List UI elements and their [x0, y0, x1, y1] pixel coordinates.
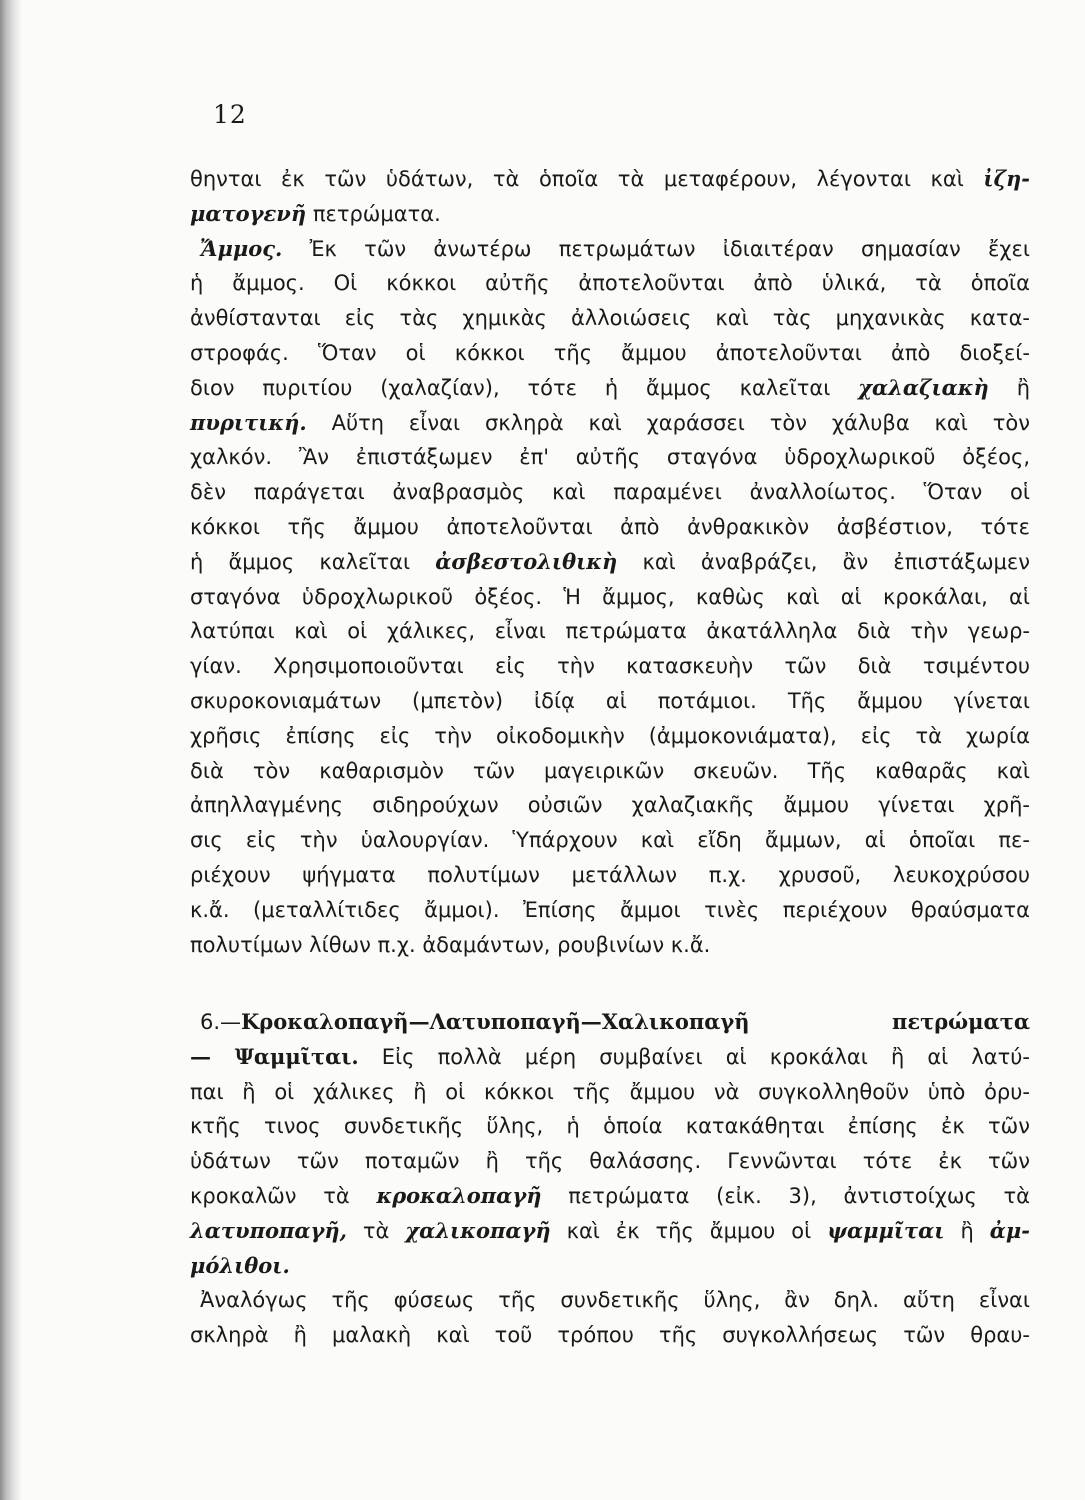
paragraph-block-sand: [190, 162, 1030, 962]
text-line: κ.ἄ. (μεταλλίτιδες ἄμμοι). Ἐπίσης ἄμμοι τινὲς περιέχουν θραύσματα: [190, 897, 1030, 922]
text-line: παι ἢ οἱ χάλικες ἢ οἱ κόκκοι τῆς ἄμμου νὰ συγκολληθοῦν ὑπὸ ὀρυ-: [190, 1079, 1030, 1104]
text-line: ὑδάτων τῶν ποταμῶν ἢ τῆς θαλάσσης. Γεννῶνται τότε ἐκ τῶν: [190, 1149, 1030, 1174]
text-line: ἡ ἄμμος καλεῖται ἀσβεστολιθικὴ καὶ ἀναβράζει, ἂν ἐπιστάξωμεν: [190, 548, 1031, 574]
text-line: πυριτική. Αὕτη εἶναι σκληρὰ καὶ χαράσσει τὸν χάλυβα καὶ τὸν: [190, 409, 1030, 435]
text-line: διον πυριτίου (χαλαζίαν), τότε ἡ ἄμμος καλεῖται χαλαζιακὴ ἢ: [190, 374, 1030, 400]
text-line: χαλκόν. Ἂν ἐπιστάξωμεν ἐπ' αὐτῆς σταγόνα ὑδροχλωρικοῦ ὀξέος,: [190, 445, 1030, 470]
text-line: ἡ ἄμμος. Οἱ κόκκοι αὐτῆς ἀποτελοῦνται ἀπὸ ὑλικά, τὰ ὁποῖα: [190, 271, 1030, 296]
text-line: μόλιθοι.: [190, 1252, 290, 1278]
text-line: χρῆσις ἐπίσης εἰς τὴν οἰκοδομικὴν (ἀμμοκονιάματα), εἰς τὰ χωρία: [190, 723, 1030, 748]
section-heading: 6.—Κροκαλοπαγῆ—Λατυποπαγῆ—Χαλικοπαγῆ πετρώματα: [200, 1009, 1030, 1034]
text-line: ριέχουν ψήγματα πολυτίμων μετάλλων π.χ. χρυσοῦ, λευκοχρύσου: [190, 862, 1030, 887]
text-line: ἀπηλλαγμένης σιδηρούχων οὐσιῶν χαλαζιακῆς ἄμμου γίνεται χρῆ-: [190, 793, 1030, 818]
text-line: γίαν. Χρησιμοποιοῦνται εἰς τὴν κατασκευὴν τῶν διὰ τσιμέντου: [190, 654, 1030, 679]
text-line: θηνται ἐκ τῶν ὑδάτων, τὰ ὁποῖα τὰ μεταφέρουν, λέγονται καὶ ἰζη-: [190, 166, 1030, 191]
text-line: Ἀναλόγως τῆς φύσεως τῆς συνδετικῆς ὕλης, ἂν δηλ. αὕτη εἶναι: [200, 1288, 1030, 1313]
text-line: ἀνθίστανται εἰς τὰς χημικὰς ἀλλοιώσεις καὶ τὰς μηχανικὰς κατα-: [190, 306, 1030, 331]
text-line: λατυποπαγῆ, τὰ χαλικοπαγῆ καὶ ἐκ τῆς ἄμμου οἱ ψαμμῖται ἢ ἀμ-: [190, 1217, 1030, 1243]
text-line: — Ψαμμῖται. Εἰς πολλὰ μέρη συμβαίνει αἱ κροκάλαι ἢ αἱ λατύ-: [190, 1043, 1030, 1069]
text-line: κτῆς τινος συνδετικῆς ὕλης, ἡ ὁποία κατακάθηται ἐπίσης ἐκ τῶν: [190, 1114, 1030, 1139]
section-6-block: [190, 1005, 1030, 1353]
page-binding-edge: [0, 0, 22, 1500]
text-line: σις εἰς τὴν ὑαλουργίαν. Ὑπάρχουν καὶ εἴδη ἄμμων, αἱ ὁποῖαι πε-: [190, 828, 1030, 853]
text-line: σταγόνα ὑδροχλωρικοῦ ὀξέος. Ἡ ἄμμος, καθὼς καὶ αἱ κροκάλαι, αἱ: [190, 584, 1030, 609]
text-line: κροκαλῶν τὰ κροκαλοπαγῆ πετρώματα (εἰκ. 3), ἀντιστοίχως τὰ: [190, 1182, 1030, 1208]
text-line: σκληρὰ ἢ μαλακὴ καὶ τοῦ τρόπου τῆς συγκολλήσεως τῶν θραυ-: [190, 1323, 1030, 1348]
text-line: λατύπαι καὶ οἱ χάλικες, εἶναι πετρώματα ἀκατάλληλα διὰ τὴν γεωρ-: [190, 619, 1030, 644]
text-line: Ἄμμος. Ἐκ τῶν ἀνωτέρω πετρωμάτων ἰδιαιτέραν σημασίαν ἔχει: [200, 235, 1030, 261]
text-line: ματογενῆ πετρώματα.: [190, 200, 441, 226]
text-line: πολυτίμων λίθων π.χ. ἀδαμάντων, ρουβινίων κ.ἄ.: [190, 932, 711, 957]
text-line: κόκκοι τῆς ἄμμου ἀποτελοῦνται ἀπὸ ἀνθρακικὸν ἀσβέστιον, τότε: [190, 514, 1030, 539]
text-line: διὰ τὸν καθαρισμὸν τῶν μαγειρικῶν σκευῶν. Τῆς καθαρᾶς καὶ: [190, 758, 1030, 783]
text-line: δὲν παράγεται ἀναβρασμὸς καὶ παραμένει ἀναλλοίωτος. Ὅταν οἱ: [190, 480, 1030, 505]
page-number: 12: [213, 100, 247, 129]
text-line: σκυροκονιαμάτων (μπετὸν) ἰδίᾳ αἱ ποτάμιοι. Τῆς ἄμμου γίνεται: [190, 688, 1030, 713]
text-line: στροφάς. Ὅταν οἱ κόκκοι τῆς ἄμμου ἀποτελοῦνται ἀπὸ διοξεί-: [190, 340, 1030, 365]
